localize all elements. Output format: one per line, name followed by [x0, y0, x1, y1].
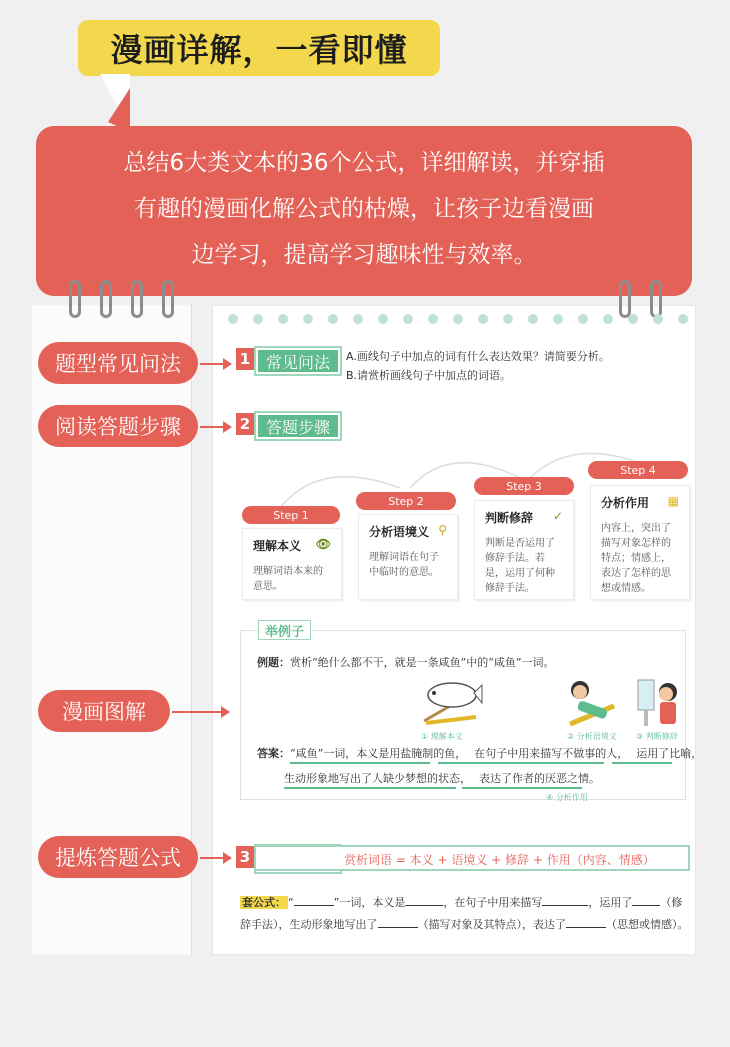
step-1-head: Step 1: [242, 506, 340, 524]
arrow-icon: [172, 711, 228, 713]
underline: [612, 762, 672, 764]
template-part: “: [288, 896, 294, 909]
step-1-card: [242, 528, 342, 600]
underline: [462, 787, 582, 789]
section-number: 2: [236, 413, 254, 435]
underline: [438, 762, 604, 764]
step-3-card: [474, 500, 574, 600]
lazy-person-illustration: [566, 676, 622, 730]
step-2-card: [358, 514, 458, 600]
binder-ring-icon: [100, 280, 112, 318]
intro-line-1: 总结6大类文本的36个公式，详细解读，并穿插: [123, 150, 605, 176]
step-3-body: 判断是否运用了修辞手法。若是，运用了何种修辞手法。: [485, 538, 555, 594]
answer-part-b: 在句子中用来描写不做事的人，: [474, 747, 629, 760]
example-answer-line-1: [257, 745, 702, 761]
page-title: 漫画详解，一看即懂: [78, 20, 440, 76]
binder-ring-icon: [650, 280, 662, 318]
question-text: 赏析“绝什么都不干，就是一条咸鱼”中的“咸鱼”一词。: [290, 656, 555, 669]
magnifier-icon: ⚲: [438, 523, 447, 537]
intro-line-3: 边学习，提高学习趣味性与效率。: [191, 242, 537, 268]
section-number: 1: [236, 348, 254, 370]
example-answer-line-2: [284, 770, 600, 786]
step-2-body: 理解词语在句子中临时的意思。: [369, 552, 439, 578]
template-part: （思想或情感）。: [606, 918, 689, 931]
section-tag: 答题步骤: [256, 413, 340, 439]
arrow-icon: [200, 426, 230, 428]
arrow-icon: [200, 363, 230, 365]
answer-label: 答案：: [257, 747, 290, 760]
template-part: （描写对象及其特点），表达了: [417, 918, 566, 931]
example-tag: 举例子: [258, 620, 311, 640]
underline: [290, 762, 430, 764]
section-number: 3: [236, 846, 254, 868]
marker-1: ① 理解本义: [421, 732, 463, 741]
template-part: ，在句子中用来描写: [443, 896, 543, 909]
notebook-holes: [228, 314, 688, 326]
note-icon: ▦: [667, 494, 679, 508]
question-a: A.画线句子中加点的词有什么表达效果？请简要分析。: [346, 350, 610, 363]
formula-bar: [254, 845, 690, 871]
question-b: B.请赏析画线句子中加点的词语。: [346, 369, 512, 382]
answer-part-d: 生动形象地写出了人缺少梦想的状态，: [284, 772, 471, 785]
side-label-answer-steps: 阅读答题步骤: [38, 405, 198, 447]
side-label-question-types: 题型常见问法: [38, 342, 198, 384]
salted-fish-illustration: [416, 673, 484, 729]
marker-4: ④ 分析作用: [546, 793, 588, 802]
step-1-body: 理解词语本来的意思。: [253, 566, 323, 592]
intro-line-2: 有趣的漫画化解公式的枯燥，让孩子边看漫画: [134, 196, 594, 222]
question-label: 例题：: [257, 656, 290, 669]
step-4-body: 内容上，突出了描写对象怎样的特点；情感上，表达了怎样的思想或情感。: [601, 523, 671, 594]
underline: [284, 787, 456, 789]
answer-part-a: “咸鱼”一词，本义是用盐腌制的鱼，: [290, 747, 467, 760]
eye-icon: 👁: [315, 537, 331, 551]
binder-ring-icon: [131, 280, 143, 318]
step-2-title: 分析语境义: [369, 525, 430, 539]
section-tag: 常见问法: [256, 348, 340, 374]
mirror-person-illustration: [634, 676, 684, 730]
step-4-card: [590, 485, 690, 600]
side-label-comic: 漫画图解: [38, 690, 170, 732]
binder-ring-icon: [69, 280, 81, 318]
step-1-title: 理解本义: [253, 539, 302, 553]
step-2-head: Step 2: [356, 492, 456, 510]
example-question: [257, 654, 555, 670]
marker-2: ② 分析语境义: [567, 732, 617, 741]
binder-ring-icon: [619, 280, 631, 318]
answer-part-e: 表达了作者的厌恶之情。: [479, 772, 600, 785]
step-3-title: 判断修辞: [485, 511, 534, 525]
apply-label: 套公式：: [242, 896, 286, 909]
answer-part-c: 运用了比喻，: [636, 747, 703, 760]
step-4-head: Step 4: [588, 461, 688, 479]
template-part: ，运用了: [588, 896, 633, 909]
step-4-title: 分析作用: [601, 496, 650, 510]
arrow-icon: [200, 857, 230, 859]
step-3-head: Step 3: [474, 477, 574, 495]
template-part: （修辞手法），生动形象地写出了: [240, 896, 683, 931]
speech-tail-icon: [100, 74, 140, 132]
formula-text: 赏析词语 = 本义 + 语境义 + 修辞 + 作用（内容、情感）: [344, 853, 655, 867]
check-icon: ✓: [552, 509, 563, 523]
template-text: [240, 892, 690, 936]
intro-card: [36, 126, 692, 296]
template-part: ”一词，本义是: [333, 896, 406, 909]
binder-ring-icon: [162, 280, 174, 318]
marker-3: ③ 判断修辞: [636, 732, 678, 741]
side-label-formula: 提炼答题公式: [38, 836, 198, 878]
